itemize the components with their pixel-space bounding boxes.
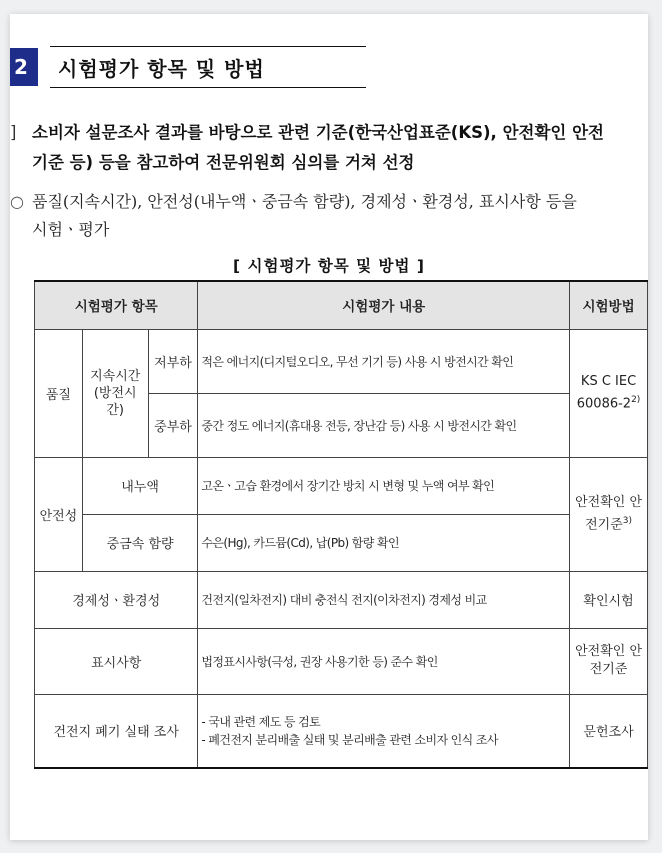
table-header-row [35,281,648,329]
safety-method [570,457,648,571]
economy-content: 건전지(일차전지) 대비 충전식 전지(이차전지) 경제성 비교 [198,571,570,628]
main-paragraph-line1: 소비자 설문조사 결과를 바탕으로 관련 기준(한국산업표준(KS), 안전확인 안전 [32,123,604,142]
header-method: 시험방법 [570,281,648,329]
safety-method-text: 안전확인 안전기준 [575,494,643,533]
section-rule-top [50,46,366,47]
labeling-method: 안전확인 안전기준 [570,628,648,694]
section-title: 시험평가 항목 및 방법 [58,56,265,81]
disposal-content-line1: - 국내 관련 제도 등 검토 [201,714,321,729]
header-content: 시험평가 내용 [198,281,570,329]
economy-item: 경제성ㆍ환경성 [35,571,198,628]
load-low: 저부하 [148,329,198,393]
quality-category: 품질 [35,329,83,457]
sub-paragraph [10,188,648,244]
table-caption: [ 시험평가 항목 및 방법 ] [233,257,425,275]
main-paragraph [10,118,648,178]
section-rule-bottom [50,87,366,88]
safety-category: 안전성 [35,457,83,571]
table-row [35,514,648,571]
quality-method [570,329,648,457]
economy-method: 확인시험 [570,571,648,628]
quality-content-low: 적은 에너지(디지털오디오, 무선 기기 등) 사용 시 방전시간 확인 [198,329,570,393]
safety-content-leak: 고온ㆍ고습 환경에서 장기간 방치 시 변형 및 누액 여부 확인 [198,457,570,514]
safety-content-heavy-metal: 수은(Hg), 카드뮴(Cd), 납(Pb) 함량 확인 [198,514,570,571]
table-row [35,628,648,694]
sub-paragraph-line1: 품질(지속시간), 안전성(내누액ㆍ중금속 함량), 경제성ㆍ환경성, 표시사항 등을 [32,192,577,211]
header-item: 시험평가 항목 [35,281,198,329]
document-page [10,14,648,840]
quality-method-footnote: 2) [631,394,641,405]
safety-method-footnote: 3) [622,515,633,526]
safety-item-heavy-metal: 중금속 함량 [82,514,198,571]
evaluation-table [34,280,648,769]
sub-paragraph-line2: 시험ㆍ평가 [32,220,110,239]
sub-bullet-marker: ○ [10,192,24,211]
labeling-content: 법정표시사항(극성, 권장 사용기한 등) 준수 확인 [198,628,570,694]
quality-method-text: KS C IEC 60086-2 [576,373,637,412]
disposal-content-line2: - 폐건전지 분리배출 실태 및 분리배출 관련 소비자 인식 조사 [201,732,498,747]
labeling-item: 표시사항 [35,628,198,694]
table-row [35,694,648,768]
disposal-content [198,694,570,768]
load-medium: 중부하 [148,393,198,457]
bullet-marker: ] [10,123,17,142]
disposal-item: 건전지 폐기 실태 조사 [35,694,198,768]
quality-content-medium: 중간 정도 에너지(휴대용 전등, 장난감 등) 사용 시 방전시간 확인 [198,393,570,457]
safety-item-leak: 내누액 [82,457,198,514]
table-row [35,571,648,628]
disposal-method: 문헌조사 [570,694,648,768]
section-number-badge: 2 [10,48,38,86]
main-paragraph-line2: 기준 등) 등을 참고하여 전문위원회 심의를 거쳐 선정 [32,153,415,172]
table-row [35,457,648,514]
quality-subcategory: 지속시간 (방전시간) [82,329,148,457]
table-row [35,329,648,393]
section-heading [10,48,265,86]
